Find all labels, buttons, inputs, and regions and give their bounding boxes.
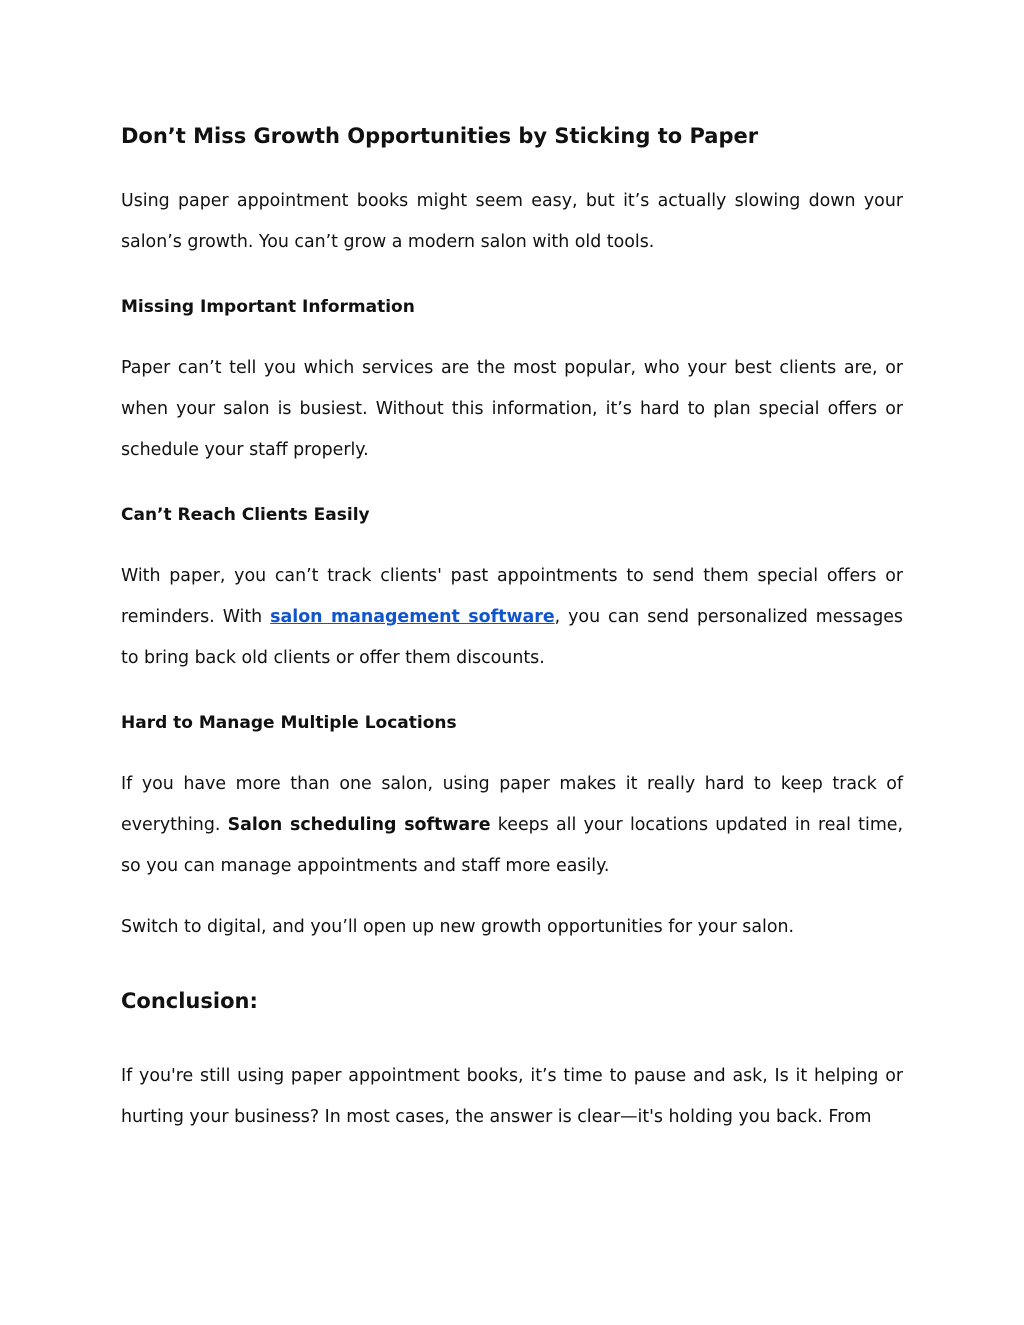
locations-paragraph	[121, 764, 903, 887]
locations-heading: Hard to Manage Multiple Locations	[121, 713, 457, 733]
missing-info-paragraph: Paper can’t tell you which services are the most popular, who your best clients are, or when your salon is busiest. Without this information, it’s hard to plan special offers or schedule your staff properly.	[121, 358, 903, 460]
conclusion-paragraph: If you're still using paper appointment books, it’s time to pause and ask, Is it helping or hurting your business? In most cases, the answer is clear—it's holding you back. From	[121, 1066, 903, 1127]
reach-clients-text-before: With paper, you can’t track clients' past appointments to send them special offers or reminders. With	[121, 566, 903, 627]
reach-clients-text-after: , you can send personalized messages to bring back old clients or offer them discounts.	[121, 607, 903, 668]
section-title: Don’t Miss Growth Opportunities by Sticking to Paper	[121, 124, 759, 148]
locations-text-after: keeps all your locations updated in real time, so you can manage appointments and staff more easily.	[121, 815, 903, 876]
reach-clients-heading: Can’t Reach Clients Easily	[121, 505, 370, 525]
salon-management-software-link[interactable]: salon management software	[270, 607, 555, 627]
reach-clients-paragraph	[121, 556, 903, 679]
switch-paragraph: Switch to digital, and you’ll open up new growth opportunities for your salon.	[121, 917, 795, 937]
conclusion-heading: Conclusion:	[121, 989, 258, 1013]
salon-scheduling-software-bold: Salon scheduling software	[227, 815, 491, 835]
missing-info-heading: Missing Important Information	[121, 297, 415, 317]
locations-text-before: If you have more than one salon, using paper makes it really hard to keep track of everything.	[121, 774, 903, 835]
intro-paragraph: Using paper appointment books might seem easy, but it’s actually slowing down your salon’s growth. You can’t grow a modern salon with old tools.	[121, 191, 903, 252]
